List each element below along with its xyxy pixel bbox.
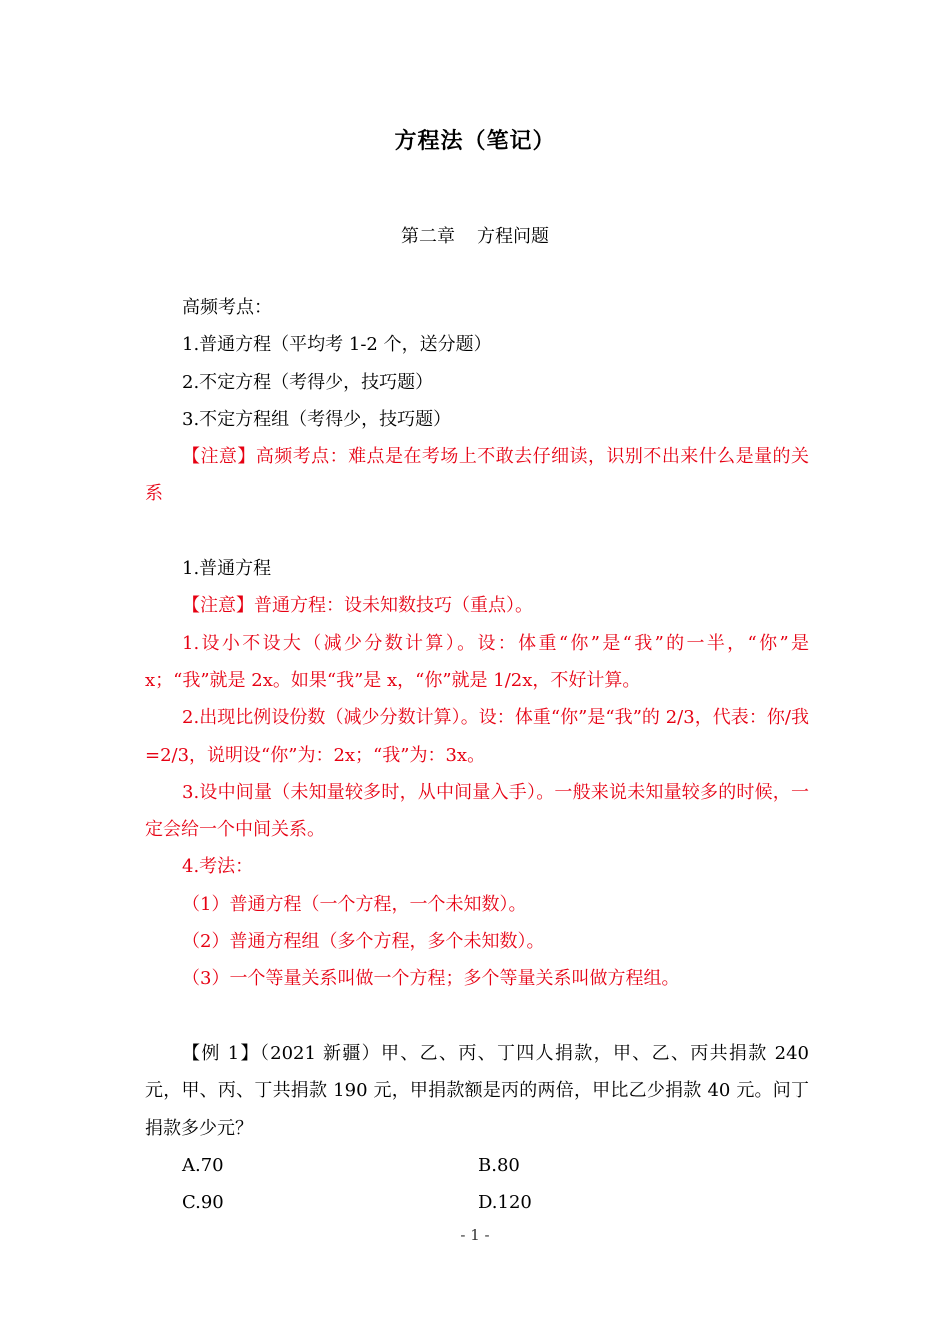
example-question: 【例 1】（2021 新疆）甲、乙、丙、丁四人捐款，甲、乙、丙共捐款 240 元，甲、丙、丁共捐款 190 元，甲捐款额是丙的两倍，甲比乙少捐款 40 元。问丁捐款多少元？ [145,1042,809,1139]
tip-paragraph: 3.设中间量（未知量较多时，从中间量入手）。一般来说未知量较多的时候，一定会给一个中间关系。 [145,781,809,841]
spacer [145,513,809,550]
method-item: （2）普通方程组（多个方程，多个未知数）。 [182,931,545,953]
method-item: （3）一个等量关系叫做一个方程；多个等量关系叫做方程组。 [182,968,680,990]
chapter-number: 第二章 [401,226,455,247]
list-item: 1.普通方程（平均考 1-2 个，送分题） [182,334,492,356]
page-number: - 1 - [460,1226,490,1244]
option-c: C.90 [182,1192,224,1214]
list-item: 3.不定方程组（考得少，技巧题） [182,408,452,430]
spacer [145,998,809,1035]
list-item: 2.不定方程（考得少，技巧题） [182,371,434,393]
option-b: B.80 [478,1154,520,1176]
note-paragraph: 【注意】普通方程：设未知数技巧（重点）。 [182,595,533,617]
chapter-name: 方程问题 [477,226,549,247]
section-heading-high-frequency: 高频考点： [182,297,272,318]
method-item: （1）普通方程（一个方程，一个未知数）。 [182,893,527,915]
tip-paragraph: 2.出现比例设份数（减少分数计算）。设：体重“你”是“我”的 2/3，代表：你/我=2/3，说明设“你”为：2x；“我”为：3x。 [145,707,809,766]
document-body [145,289,809,1221]
section-heading-ordinary-equation: 1.普通方程 [182,558,272,580]
option-d: D.120 [478,1192,532,1214]
note-paragraph: 【注意】高频考点：难点是在考场上不敢去仔细读，识别不出来什么是量的关系 [145,446,809,505]
document-title: 方程法（笔记） [394,129,556,154]
chapter-heading [0,222,950,248]
tip-paragraph: 4.考法： [182,856,254,878]
options-row [145,1147,809,1184]
option-a: A.70 [182,1154,224,1176]
options-row [145,1184,809,1221]
tip-paragraph: 1.设小不设大（减少分数计算）。设：体重“你”是“我”的一半，“你”是 x；“我”就是 2x。如果“我”是 x，“你”就是 1/2x，不好计算。 [145,632,809,691]
